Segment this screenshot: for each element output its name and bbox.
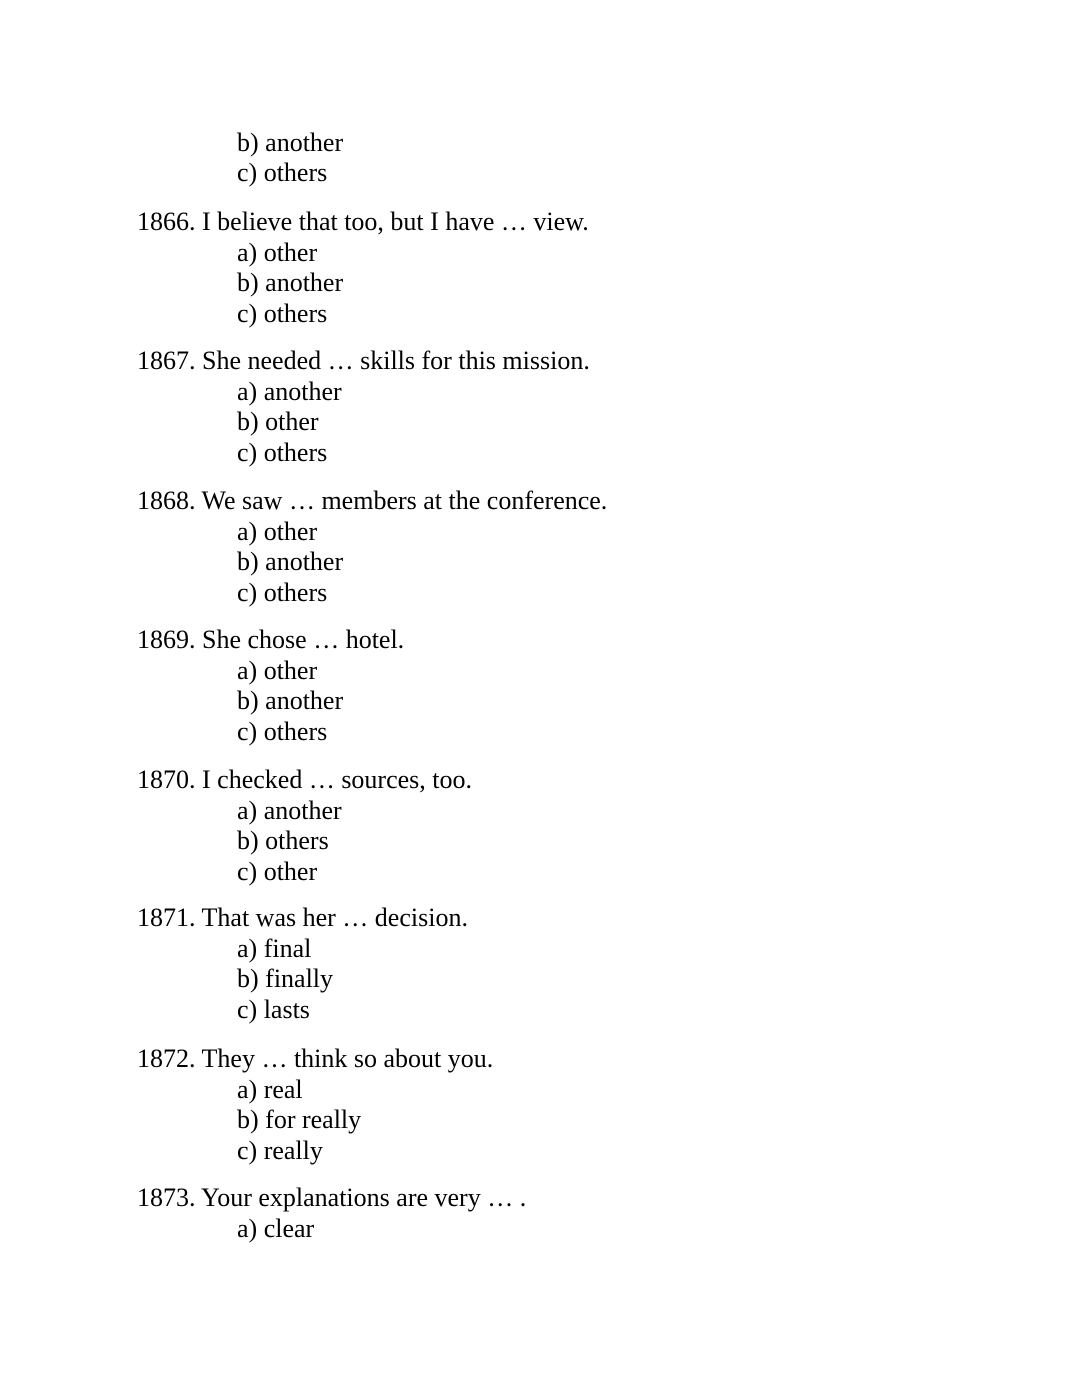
- question-text: 1871. That was her … decision.: [137, 903, 468, 932]
- option: a) final: [237, 933, 312, 963]
- option: c) others: [237, 298, 328, 328]
- option: c) other: [237, 856, 318, 886]
- option: c) really: [237, 1135, 323, 1165]
- option: b) finally: [237, 964, 334, 993]
- option: a) real: [237, 1074, 303, 1104]
- option: b) another: [237, 686, 344, 715]
- option: c) others: [237, 158, 328, 187]
- option: c) others: [237, 577, 328, 607]
- question-text: 1870. I checked … sources, too.: [137, 765, 473, 794]
- question-text: 1873. Your explanations are very … .: [137, 1183, 527, 1212]
- option: c) others: [237, 716, 328, 746]
- option: b) another: [237, 128, 344, 157]
- option: c) lasts: [237, 994, 310, 1024]
- option: a) other: [237, 655, 318, 685]
- option: a) other: [237, 516, 318, 546]
- option: a) other: [237, 237, 318, 267]
- question-text: 1867. She needed … skills for this mission.: [137, 346, 590, 375]
- option: b) for really: [237, 1105, 362, 1134]
- question-text: 1866. I believe that too, but I have … view.: [137, 207, 589, 236]
- option: a) another: [237, 376, 342, 406]
- question-text: 1869. She chose … hotel.: [137, 625, 405, 654]
- option: a) clear: [237, 1213, 315, 1243]
- option: b) another: [237, 268, 344, 297]
- option: a) another: [237, 795, 342, 825]
- question-text: 1872. They … think so about you.: [137, 1044, 494, 1073]
- option: b) another: [237, 547, 344, 576]
- option: b) others: [237, 826, 329, 855]
- option: c) others: [237, 437, 328, 467]
- option: b) other: [237, 407, 319, 436]
- question-text: 1868. We saw … members at the conference.: [137, 486, 608, 515]
